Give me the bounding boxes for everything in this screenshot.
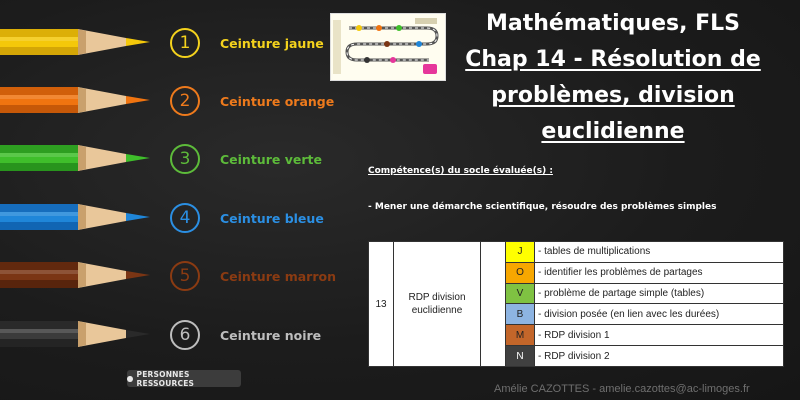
belt-label: Ceinture jaune bbox=[220, 35, 324, 51]
pencil-icon bbox=[0, 197, 160, 237]
competence-heading: Compétence(s) du socle évaluée(s) : bbox=[368, 166, 553, 176]
pencil-icon bbox=[0, 138, 160, 178]
belt-label: Ceinture verte bbox=[220, 151, 322, 167]
resources-button-label: PERSONNES RESSOURCES bbox=[136, 369, 195, 388]
skill-description-cell: - RDP division 1 bbox=[535, 325, 784, 346]
belt-label: Ceinture noire bbox=[220, 327, 322, 343]
skill-description-cell: - RDP division 2 bbox=[535, 346, 784, 367]
belt-level bbox=[170, 256, 336, 296]
belt-number-badge: 5 bbox=[170, 261, 200, 291]
skill-description-cell: - tables de multiplications bbox=[535, 242, 784, 263]
belt-level bbox=[170, 198, 324, 238]
skill-description-cell: - problème de partage simple (tables) bbox=[535, 283, 784, 304]
belt-level bbox=[170, 81, 335, 121]
belt-level bbox=[170, 23, 324, 63]
skill-description-cell: - division posée (en lien avec les durées) bbox=[535, 304, 784, 325]
author-footer: Amélie CAZOTTES - amelie.cazottes@ac-limoges.fr bbox=[494, 383, 750, 395]
belt-label: Ceinture bleue bbox=[220, 210, 324, 226]
competence-item: - Mener une démarche scientifique, résoudre des problèmes simples bbox=[368, 202, 717, 212]
belt-level bbox=[170, 139, 322, 179]
belt-label: Ceinture marron bbox=[220, 268, 336, 284]
skill-description-cell: - identifier les problèmes de partages bbox=[535, 262, 784, 283]
table-row bbox=[369, 242, 784, 263]
chapter-number-cell: 13 bbox=[369, 242, 394, 367]
belt-number-badge: 3 bbox=[170, 144, 200, 174]
belt-number-badge: 1 bbox=[170, 28, 200, 58]
winding-path-illustration bbox=[331, 14, 445, 80]
topic-cell: RDP division euclidienne bbox=[394, 242, 481, 367]
belt-number-badge: 6 bbox=[170, 320, 200, 350]
resources-button[interactable] bbox=[127, 370, 241, 387]
belt-level bbox=[170, 315, 322, 355]
chapter-title: Chap 14 - Résolution de problèmes, division euclidienne bbox=[465, 47, 761, 144]
pencil-icon bbox=[0, 22, 160, 62]
belt-letter-cell: N bbox=[506, 346, 535, 367]
belt-number-badge: 2 bbox=[170, 86, 200, 116]
belt-letter-cell: J bbox=[506, 242, 535, 263]
pencil-icon bbox=[0, 314, 160, 354]
belt-letter-cell: V bbox=[506, 283, 535, 304]
belt-number-badge: 4 bbox=[170, 203, 200, 233]
competence-table bbox=[368, 241, 784, 367]
page-title: Mathématiques, FLS bbox=[486, 11, 740, 36]
spacer-cell bbox=[481, 242, 506, 367]
pencil-icon bbox=[0, 255, 160, 295]
bullet-icon bbox=[127, 376, 133, 382]
belt-letter-cell: B bbox=[506, 304, 535, 325]
belt-label: Ceinture orange bbox=[220, 93, 335, 109]
progress-map-thumbnail[interactable] bbox=[330, 13, 446, 81]
belt-letter-cell: M bbox=[506, 325, 535, 346]
pencil-icon bbox=[0, 80, 160, 120]
belt-letter-cell: O bbox=[506, 262, 535, 283]
